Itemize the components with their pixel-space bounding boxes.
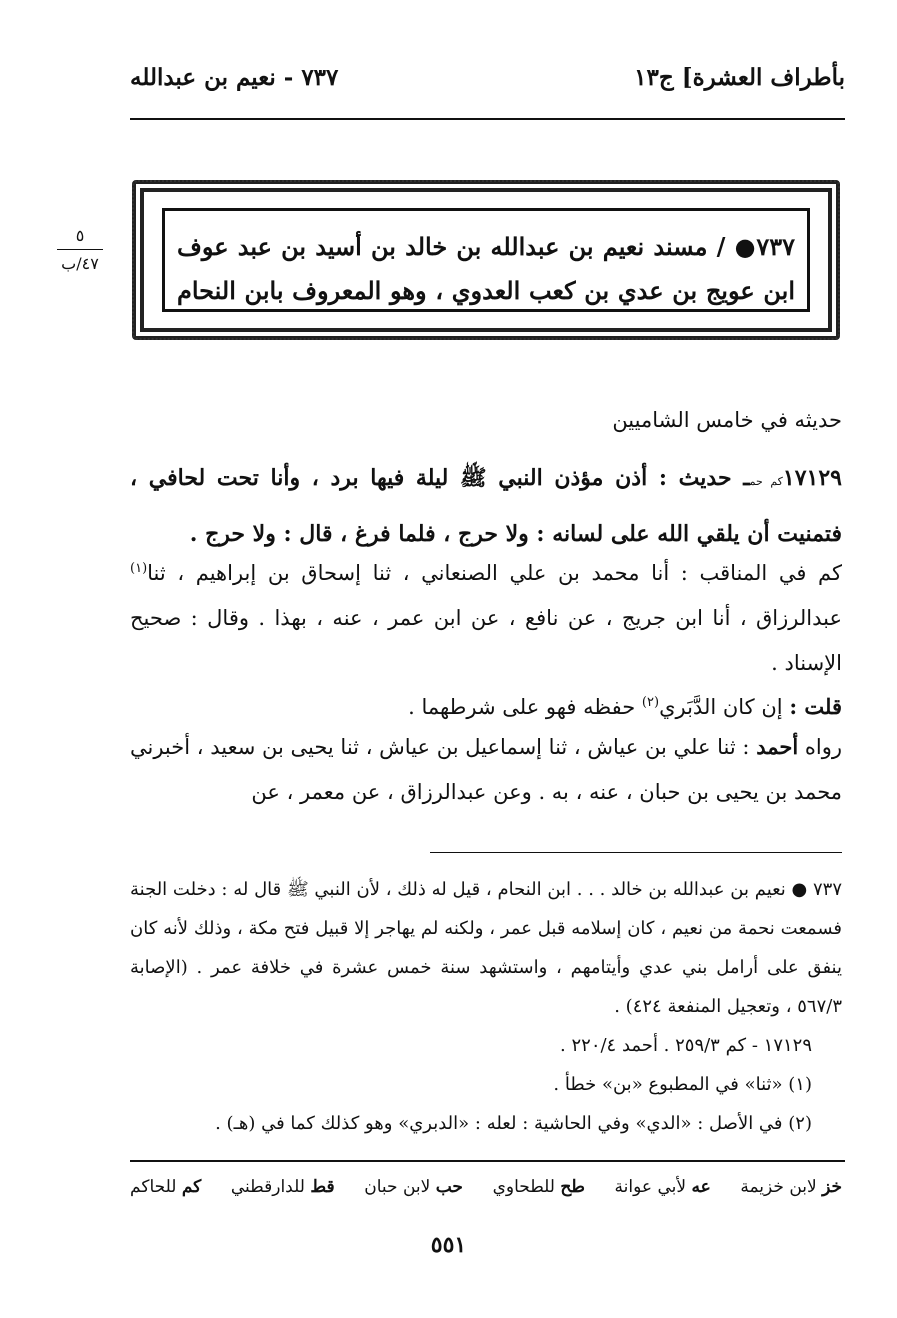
header-book-title: بأطراف العشرة] ج١٣ (634, 64, 845, 91)
paragraph-text: حفظه فهو على شرطهما . (408, 695, 636, 719)
abbr-name: للحاكم (130, 1177, 177, 1197)
bottom-rule (130, 1160, 845, 1162)
section-title: ٧٣٧● / مسند نعيم بن عبدالله بن خالد بن أسيد بن عبد عوف ابن عويج بن عدي بن كعب العدوي ، وهو المعروف بابن النحام (177, 232, 795, 305)
abbr-item (130, 1168, 201, 1206)
hadith-number: ١٧١٢٩ (782, 465, 842, 491)
abbr-code: عه (691, 1177, 711, 1197)
abbr-item (364, 1168, 463, 1206)
abbr-item (615, 1168, 711, 1206)
subheading: حديثه في خامس الشاميين (612, 408, 842, 432)
margin-divider (57, 249, 103, 250)
page-number: ٥٥١ (430, 1232, 467, 1258)
paragraph-text: : ثنا علي بن عياش ، ثنا إسماعيل بن عياش ، ثنا يحيى بن سعيد ، أخبرني محمد بن يحيى بن حبان ، عنه ، به . وعن عبدالرزاق ، عن معمر ، عن (130, 735, 842, 804)
paragraph-source (130, 546, 842, 686)
title-box (162, 208, 810, 312)
hadith-label: ـ حديث : (658, 465, 750, 491)
margin-folio: ٤٧/ب (61, 254, 99, 273)
abbr-name: للطحاوي (492, 1177, 555, 1197)
abbr-item (231, 1168, 335, 1206)
abbreviation-key (130, 1168, 842, 1206)
paragraph-comment (130, 680, 842, 730)
abbr-code: كم (181, 1177, 202, 1197)
abbr-item (740, 1168, 842, 1206)
hadith-source-tag: كم حم (749, 475, 783, 488)
hadith-entry (130, 452, 842, 560)
narrator-name: أحمد (756, 734, 799, 759)
paragraph-narration (130, 724, 842, 815)
paragraph-text: عبدالرزاق ، أنا ابن جريج ، عن نافع ، عن ابن عمر ، عنه ، بهذا . وقال : صحيح الإسناد . (130, 606, 842, 675)
abbr-code: قط (310, 1177, 335, 1197)
paragraph-text: إن كان الدَّبَري (659, 695, 783, 719)
abbr-name: لابن خزيمة (740, 1177, 817, 1197)
abbr-code: حب (435, 1177, 463, 1197)
footnote-2: (٢) في الأصل : «الدي» وفي الحاشية : لعله : «الدبري» وهو كذلك كما في (هـ) . (215, 1113, 812, 1134)
hadith-text: أذن مؤذن النبي ﷺ ليلة فيها برد ، وأنا تحت لحافي ، فتمنيت أن يلقي الله على لسانه : ولا حرج ، فلما فرغ ، قال : ولا حرج . (130, 465, 842, 547)
comment-label: قلت : (789, 694, 842, 719)
abbr-item (493, 1168, 585, 1206)
abbr-name: لأبي عوانة (614, 1177, 687, 1197)
footnote-737: ٧٣٧ ● نعيم بن عبدالله بن خالد . . . ابن النحام ، قيل له ذلك ، لأن النبي ﷺ قال له : دخلت الجنة فسمعت نحمة من نعيم ، كان إسلامه قبل عمر ، ولكنه لم يهاجر إلا قبيل فتح مكة ، وذلك لأنه كان ينفق على أرامل بني عدي وأيتامهم ، واستشهد سنة خمس عشرة في خلافة عمر . (الإصابة ٥٦٧/٣ ، وتعجيل المنفعة ٤٢٤) . (130, 879, 842, 1017)
margin-note (50, 226, 110, 273)
paragraph-text: رواه (804, 735, 842, 759)
header-rule (130, 118, 845, 120)
footnote-17129: ١٧١٢٩ - كم ٢٥٩/٣ . أحمد ٢٢٠/٤ . (560, 1035, 812, 1056)
footnotes (130, 870, 842, 1143)
footnote-1: (١) «ثنا» في المطبوع «بن» خطأ . (553, 1074, 812, 1095)
footnote-rule (430, 852, 842, 853)
abbr-code: طح (560, 1177, 585, 1197)
margin-number: ٥ (75, 226, 85, 245)
footnote-ref-1: (١) (130, 561, 148, 576)
ornamental-title-frame (132, 180, 840, 340)
abbr-name: لابن حبان (364, 1177, 431, 1197)
abbr-name: للدارقطني (230, 1177, 305, 1197)
abbr-code: خز (822, 1177, 842, 1197)
header-section-title: ٧٣٧ - نعيم بن عبدالله (130, 64, 339, 91)
footnote-ref-2: (٢) (641, 695, 660, 710)
running-header (130, 58, 845, 100)
paragraph-text: كم في المناقب : أنا محمد بن علي الصنعاني ، ثنا إسحاق بن إبراهيم ، ثنا (147, 561, 842, 585)
